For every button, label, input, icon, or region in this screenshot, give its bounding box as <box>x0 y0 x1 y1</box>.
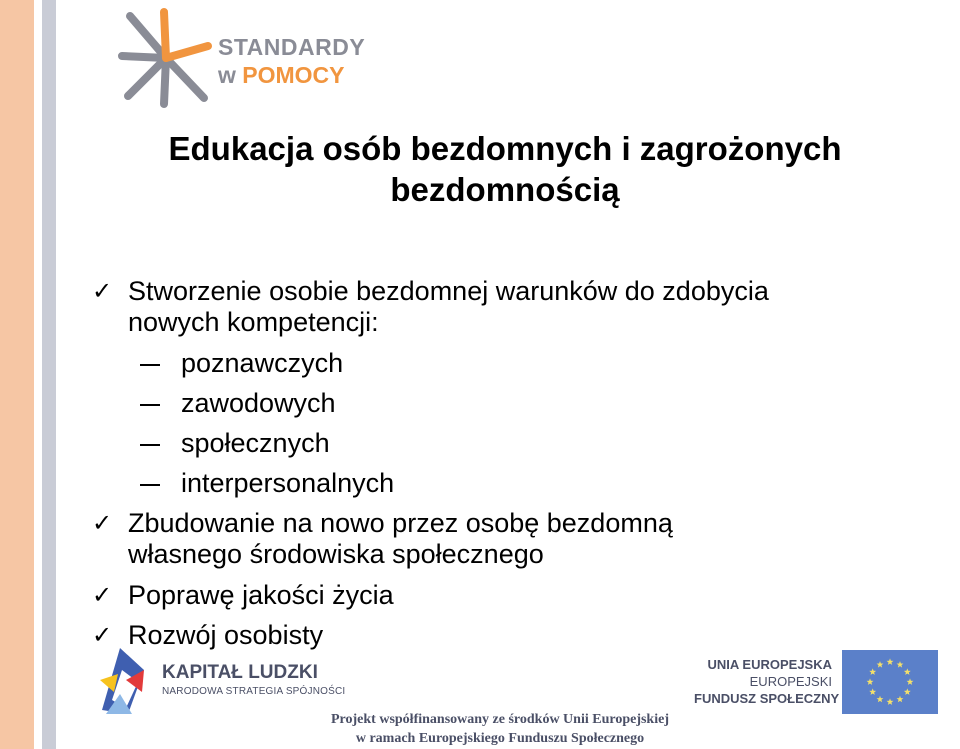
eu-logo-text <box>694 656 840 707</box>
footer-line-1: Projekt współfinansowany ze środków Unii Europejskiej <box>331 712 669 727</box>
dash-icon <box>140 364 160 366</box>
bullet-line: nowych kompetencji: <box>128 307 379 337</box>
bullet-line: Zbudowanie na nowo przez osobę bezdomną <box>128 508 673 538</box>
bullet-line: Poprawę jakości życia <box>128 580 394 610</box>
kapital-ludzki-logo-icon <box>98 640 158 716</box>
dash-icon <box>140 404 160 406</box>
sub-item-label: poznawczych <box>181 348 344 378</box>
eu-line-3: FUNDUSZ SPOŁECZNY <box>694 691 840 706</box>
footer-line-2: w ramach Europejskiego Funduszu Społecznego <box>355 731 645 746</box>
eu-flag-icon <box>842 650 938 714</box>
slide-title-line-1: Edukacja osób bezdomnych i zagrożonych <box>168 130 842 167</box>
logo-word-standardy: STANDARDY <box>218 34 366 60</box>
kapital-ludzki-title: KAPITAŁ LUDZKI <box>162 662 318 683</box>
checkmark-icon: ✓ <box>92 510 113 537</box>
bullet-line: własnego środowiska społecznego <box>128 539 544 569</box>
checkmark-icon: ✓ <box>92 622 113 649</box>
eu-line-1: UNIA EUROPEJSKA <box>707 657 832 672</box>
dash-icon <box>140 444 160 446</box>
dash-icon <box>140 484 160 486</box>
kapital-ludzki-subtitle: NARODOWA STRATEGIA SPÓJNOŚCI <box>162 686 346 697</box>
eu-line-2: EUROPEJSKI <box>749 674 832 689</box>
sub-item-label: społecznych <box>181 428 330 458</box>
footer-cofinancing-note <box>260 710 740 748</box>
slide-title-line-2: bezdomnością <box>390 171 620 208</box>
bullet-line: Rozwój osobisty <box>128 620 324 650</box>
bullet-line: Stworzenie osobie bezdomnej warunków do zdobycia <box>128 276 769 306</box>
checkmark-icon: ✓ <box>92 278 113 305</box>
checkmark-icon: ✓ <box>92 582 113 609</box>
kapital-ludzki-logo <box>98 640 346 716</box>
logo-word-pomocy: POMOCY <box>242 62 345 88</box>
sub-item-label: zawodowych <box>181 388 336 418</box>
sub-item-label: interpersonalnych <box>181 468 395 498</box>
logo-word-w: w <box>218 62 236 88</box>
